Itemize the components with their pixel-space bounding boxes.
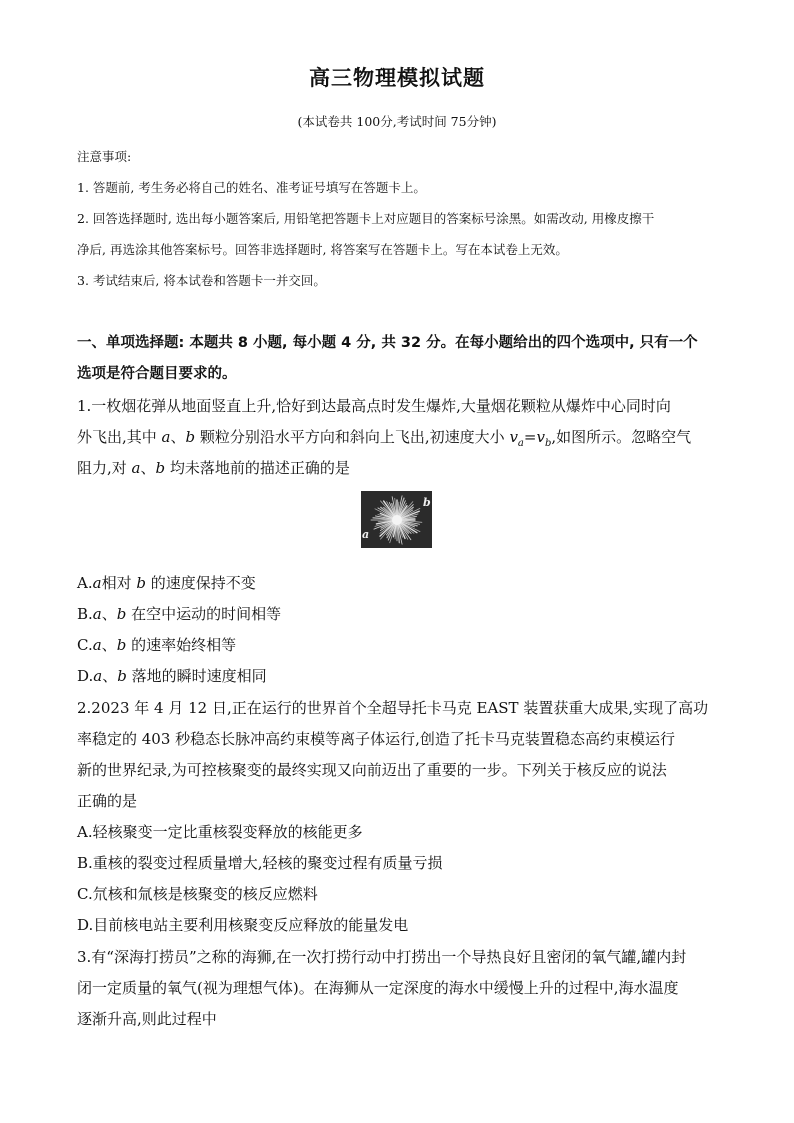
figure-label-a: a	[362, 528, 370, 541]
question-1-option-d: D.a、b 落地的瞬时速度相同	[77, 667, 267, 685]
notice-item: 3. 考试结束后, 将本试卷和答题卡一并交回。	[77, 273, 326, 288]
notice-heading: 注意事项:	[77, 149, 132, 164]
notice-item: 净后, 再选涂其他答案标号。回答非选择题时, 将答案写在答题卡上。写在本试卷上无效。	[77, 242, 568, 257]
question-2-stem: 率稳定的 403 秒稳态长脉冲高约束模等离子体运行,创造了托卡马克装置稳态高约束模运行	[77, 730, 675, 748]
page-title: 高三物理模拟试题	[309, 66, 485, 90]
question-2-option-a: A.轻核聚变一定比重核裂变释放的核能更多	[77, 823, 363, 841]
section-heading: 一、单项选择题: 本题共 8 小题, 每小题 4 分, 共 32 分。在每小题给出的四个选项中, 只有一个	[77, 335, 698, 351]
question-2-stem: 正确的是	[77, 792, 138, 810]
page-subtitle: (本试卷共 100分,考试时间 75分钟)	[297, 114, 497, 129]
notice-item: 2. 回答选择题时, 选出每小题答案后, 用铅笔把答题卡上对应题目的答案标号涂黑。如需改动, 用橡皮擦干	[77, 211, 655, 226]
question-1-stem-line3: 阻力,对 a、b 均未落地前的描述正确的是	[77, 459, 350, 477]
question-2-stem: 2.2023 年 4 月 12 日,正在运行的世界首个全超导托卡马克 EAST 装置获重大成果,实现了高功	[77, 699, 709, 717]
figure-label-b: b	[423, 496, 431, 509]
question-3-stem: 逐渐升高,则此过程中	[77, 1010, 217, 1028]
question-1-option-a: A.a相对 b 的速度保持不变	[77, 574, 256, 592]
question-3-stem: 闭一定质量的氧气(视为理想气体)。在海狮从一定深度的海水中缓慢上升的过程中,海水温度	[77, 979, 679, 997]
notice-item: 1. 答题前, 考生务必将自己的姓名、准考证号填写在答题卡上。	[77, 180, 426, 195]
question-2-option-c: C.氘核和氚核是核聚变的核反应燃料	[77, 885, 318, 903]
question-2-stem: 新的世界纪录,为可控核聚变的最终实现又向前迈出了重要的一步。下列关于核反应的说法	[77, 761, 667, 779]
question-2-option-d: D.目前核电站主要利用核聚变反应释放的能量发电	[77, 916, 409, 934]
firework-burst-image	[361, 491, 432, 548]
question-1-option-c: C.a、b 的速率始终相等	[77, 636, 237, 654]
question-2-option-b: B.重核的裂变过程质量增大,轻核的聚变过程有质量亏损	[77, 854, 443, 872]
question-1-option-b: B.a、b 在空中运动的时间相等	[77, 605, 282, 623]
question-1-stem: 1.一枚烟花弹从地面竖直上升,恰好到达最高点时发生爆炸,大量烟花颗粒从爆炸中心同时向	[77, 397, 671, 415]
firework-figure	[361, 491, 432, 548]
section-heading-cont: 选项是符合题目要求的。	[77, 366, 237, 382]
question-3-stem: 3.有“深海打捞员”之称的海狮,在一次打捞行动中打捞出一个导热良好且密闭的氧气罐,罐内封	[77, 948, 687, 966]
question-1-stem-line2: 外飞出,其中 a、b 颗粒分别沿水平方向和斜向上飞出,初速度大小 $v_a=v_b$,如图所示。忽略空气	[77, 428, 692, 449]
